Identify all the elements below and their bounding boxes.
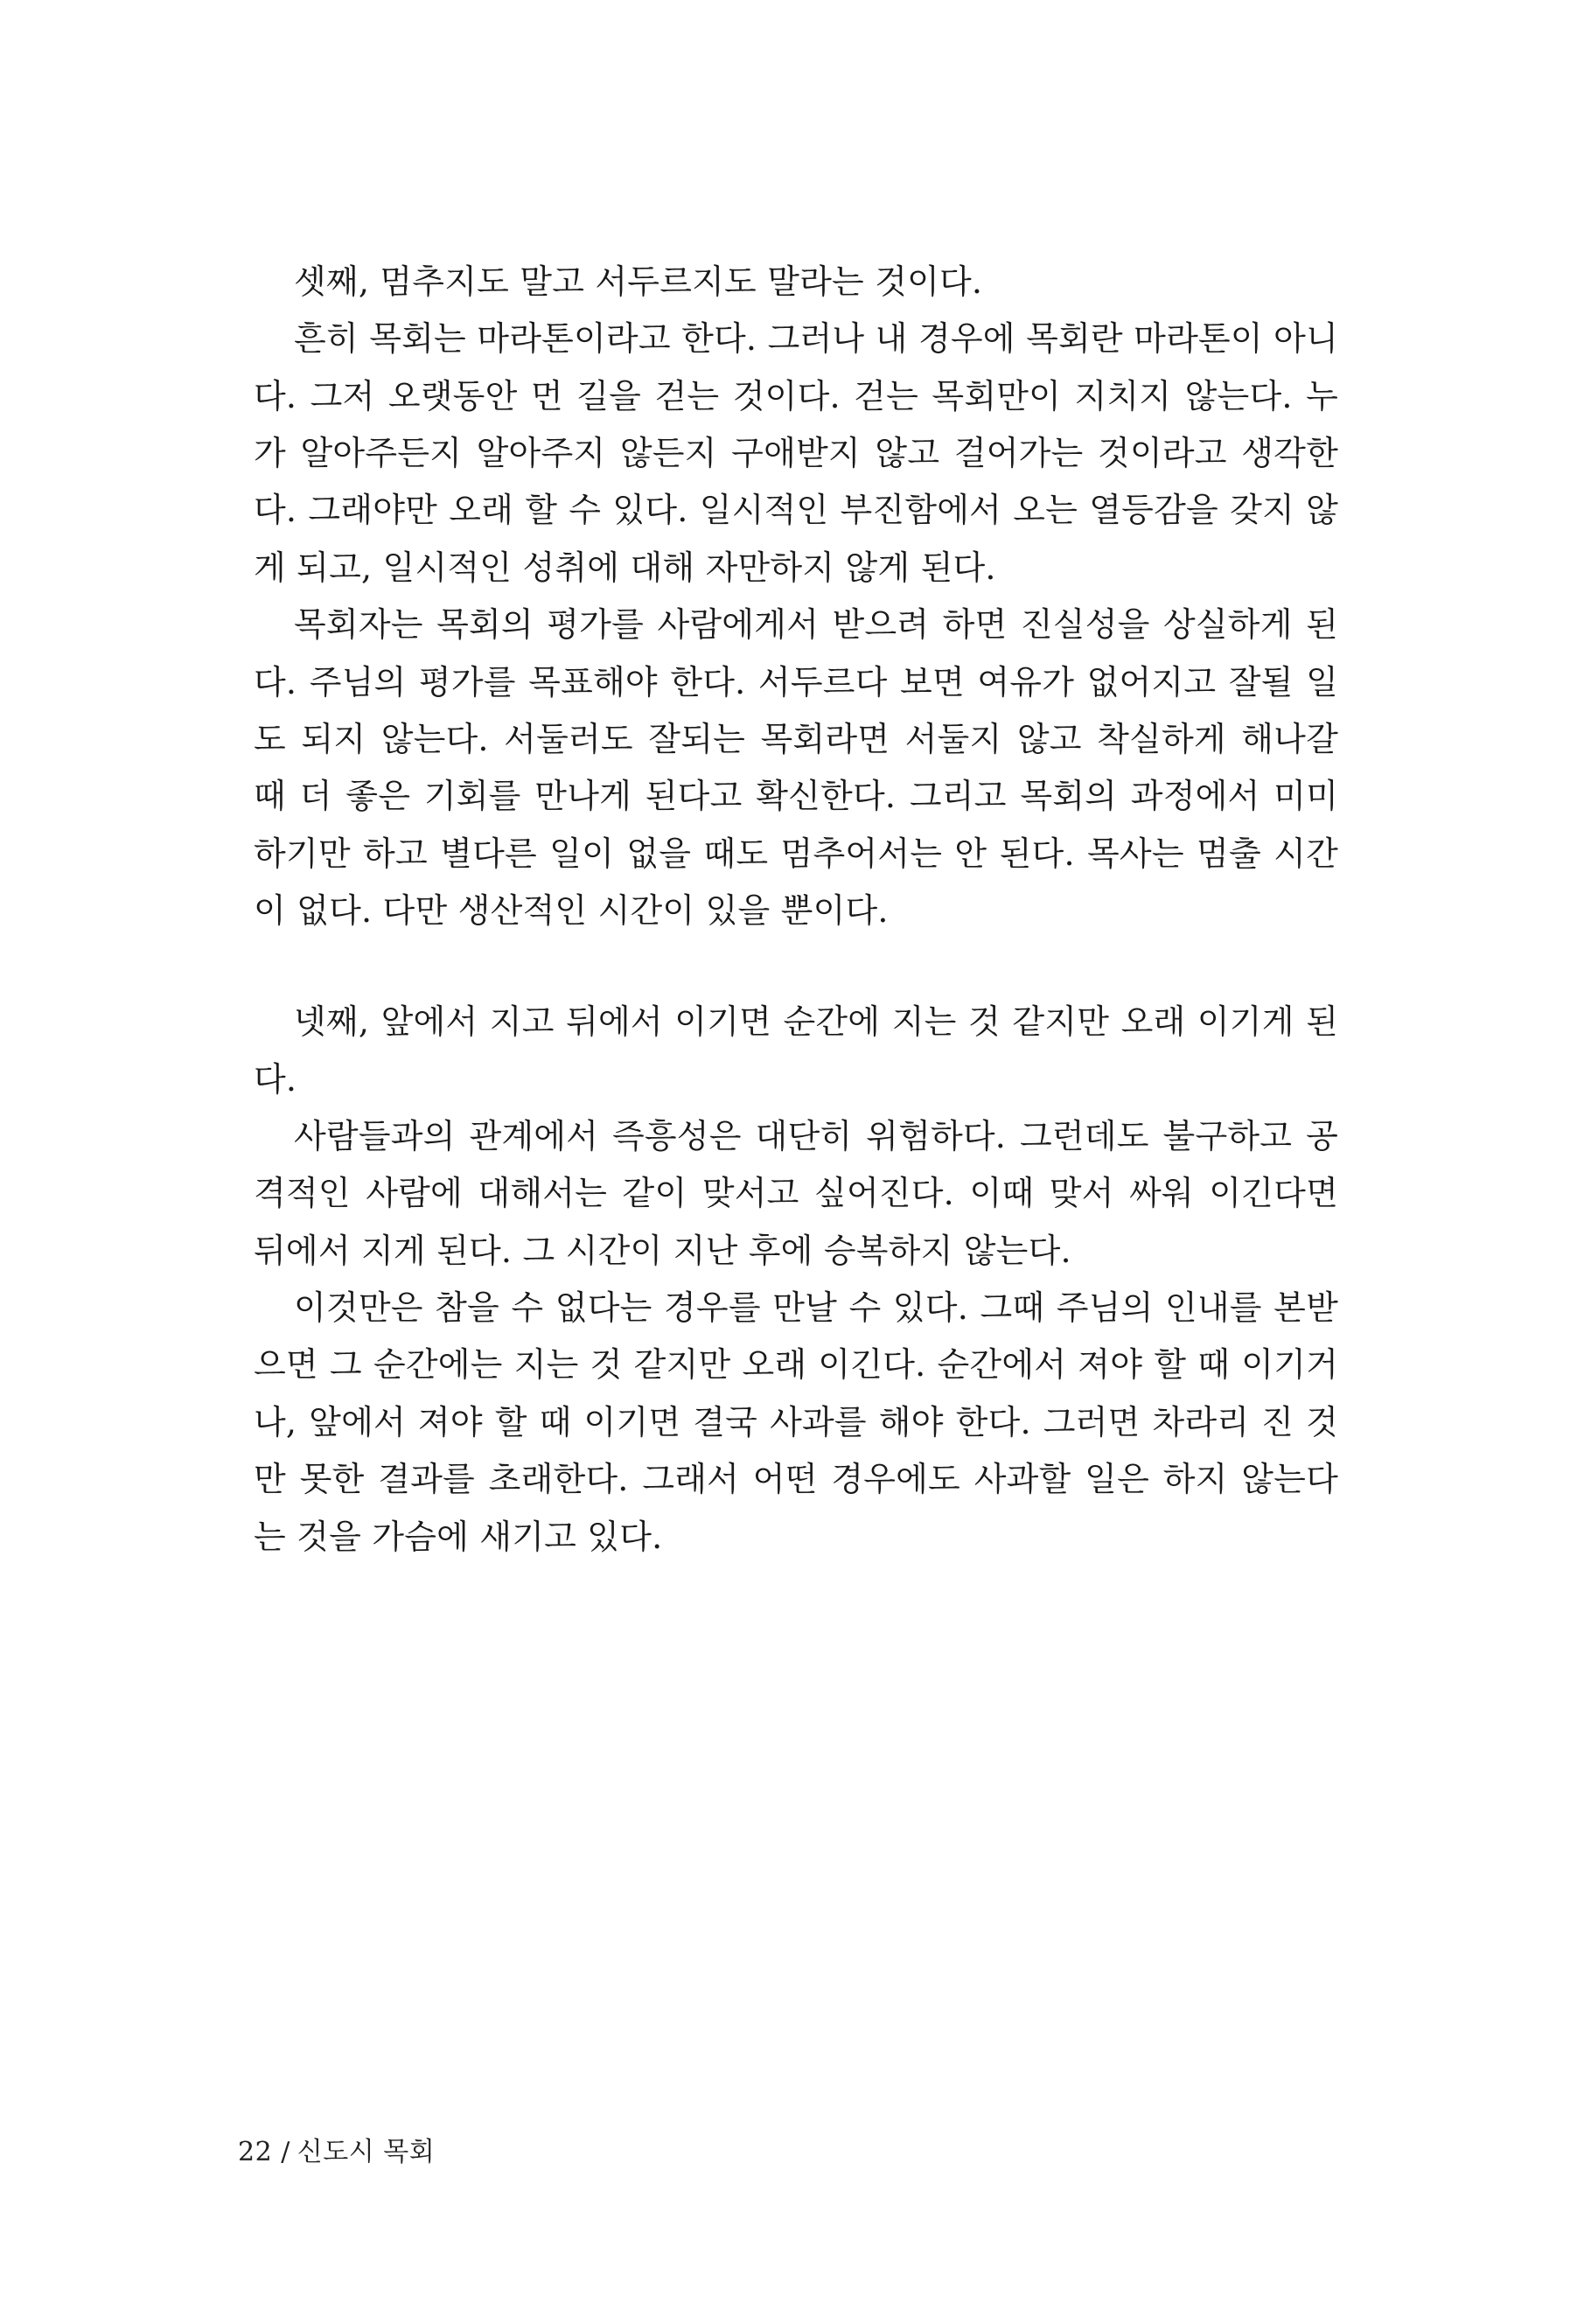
paragraph-2: 흔히 목회는 마라톤이라고 한다. 그러나 내 경우에 목회란 마라톤이 아니다. 그저 오랫동안 먼 길을 걷는 것이다. 걷는 목회만이 지치지 않는다. 누가 알아주든지 알아주지 않든지 구애받지 않고 걸어가는 것이라고 생각한다. 그래야만 오래 할 수 있다. 일시적인 부진함에서 오는 열등감을 갖지 않게 되고, 일시적인 성취에 대해 자만하지 않게 된다. (254, 319, 1338, 587)
footer-separator: / (281, 2137, 290, 2167)
paragraph-3: 목회자는 목회의 평가를 사람에게서 받으려 하면 진실성을 상실하게 된다. 주님의 평가를 목표해야 한다. 서두르다 보면 여유가 없어지고 잘될 일도 되지 않는다. 서둘러도 잘되는 목회라면 서둘지 않고 착실하게 해나갈 때 더 좋은 기회를 만나게 된다고 확신한다. 그리고 목회의 과정에서 미미하기만 하고 별다른 일이 없을 때도 멈추어서는 안 된다. 목사는 멈출 시간이 없다. 다만 생산적인 시간이 있을 뿐이다. (254, 605, 1338, 930)
paragraph-5: 사람들과의 관계에서 즉흥성은 대단히 위험하다. 그런데도 불구하고 공격적인 사람에 대해서는 같이 맞서고 싶어진다. 이때 맞서 싸워 이긴다면 뒤에서 지게 된다. 그 시간이 지난 후에 승복하지 않는다. (254, 1117, 1338, 1270)
page-body (254, 254, 1338, 1566)
page-number: 22 (238, 2137, 273, 2167)
paragraph-spacer (254, 939, 1338, 994)
paragraph-4: 넷째, 앞에서 지고 뒤에서 이기면 순간에 지는 것 같지만 오래 이기게 된다. (254, 1002, 1338, 1099)
paragraph-6: 이것만은 참을 수 없다는 경우를 만날 수 있다. 그때 주님의 인내를 본받으면 그 순간에는 지는 것 같지만 오래 이긴다. 순간에서 져야 할 때 이기거나, 앞에서 져야 할 때 이기면 결국 사과를 해야 한다. 그러면 차라리 진 것만 못한 결과를 초래한다. 그래서 어떤 경우에도 사과할 일은 하지 않는다는 것을 가슴에 새기고 있다. (254, 1288, 1338, 1556)
paragraph-1: 셋째, 멈추지도 말고 서두르지도 말라는 것이다. (294, 262, 983, 301)
page-footer (238, 2130, 435, 2168)
book-title: 신도시 목회 (297, 2137, 436, 2167)
